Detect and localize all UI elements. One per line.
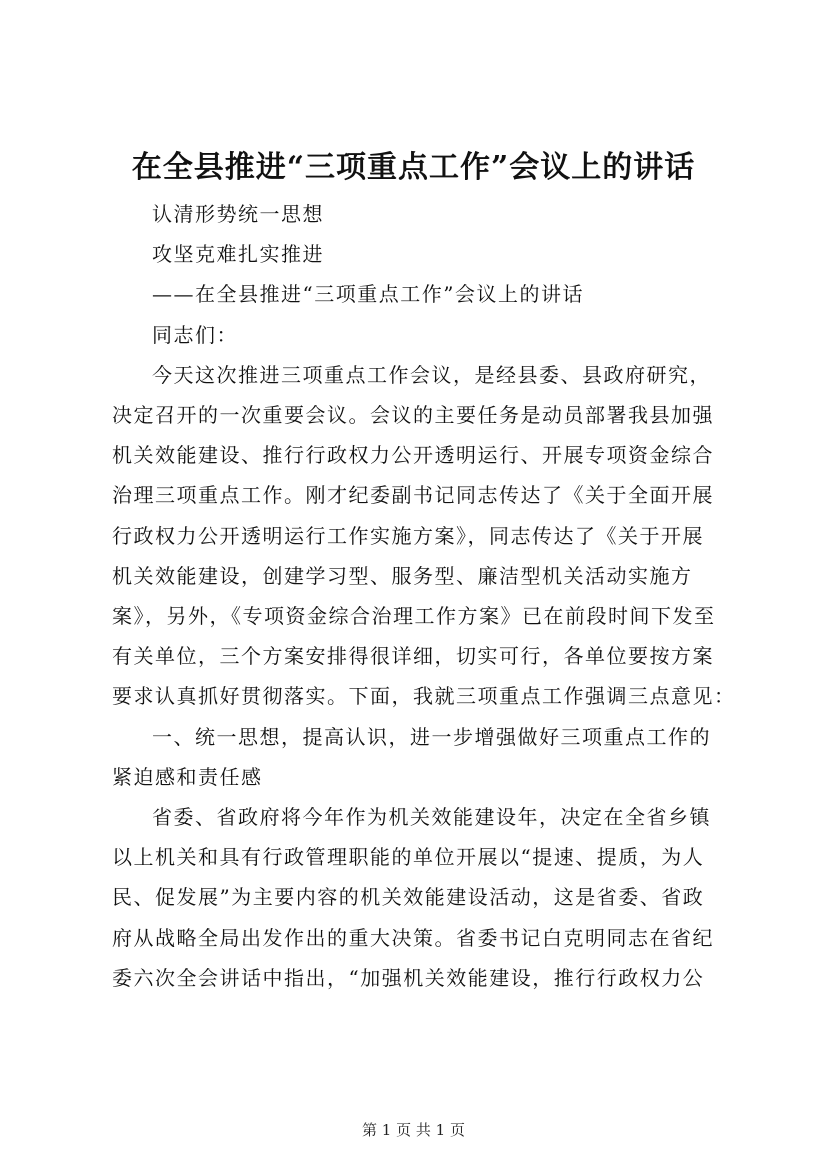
body-line: 同志们： — [152, 322, 238, 347]
page-footer: 第 1 页 共 1 页 — [362, 1121, 465, 1139]
body-line: 以上机关和具有行政管理职能的单位开展以“提速、提质，为人 — [112, 845, 705, 870]
body-line: 今天这次推进三项重点工作会议，是经县委、县政府研究， — [152, 362, 711, 387]
body-line: 一、统一思想，提高认识，进一步增强做好三项重点工作的 — [152, 724, 711, 749]
body-line: 有关单位，三个方案安排得很详细，切实可行，各单位要按方案 — [112, 644, 714, 669]
body-line: 案》，另外，《专项资金综合治理工作方案》已在前段时间下发至 — [112, 604, 716, 629]
body-line: 委六次全会讲话中指出，“加强机关效能建设，推行行政权力公 — [112, 965, 705, 990]
body-line: 行政权力公开透明运行工作实施方案》，同志传达了《关于开展 — [112, 523, 704, 548]
body-line: 治理三项重点工作。刚才纪委副书记同志传达了《关于全面开展 — [112, 483, 714, 508]
document-body — [112, 194, 736, 998]
body-line: ——在全县推进“三项重点工作”会议上的讲话 — [152, 282, 584, 307]
body-line: 决定召开的一次重要会议。会议的主要任务是动员部署我县加强 — [112, 403, 714, 428]
body-line: 民、促发展”为主要内容的机关效能建设活动，这是省委、省政 — [112, 885, 705, 910]
body-line: 攻坚克难扎实推进 — [152, 242, 324, 267]
body-line: 认清形势统一思想 — [152, 202, 324, 226]
body-line: 机关效能建设、推行行政权力公开透明运行、开展专项资金综合 — [112, 443, 714, 468]
body-line: 紧迫感和责任感 — [112, 764, 263, 789]
body-line: 机关效能建设，创建学习型、服务型、廉洁型机关活动实施方 — [112, 563, 693, 588]
document-title: 在全县推进“三项重点工作”会议上的讲话 — [131, 150, 696, 185]
body-line: 省委、省政府将今年作为机关效能建设年，决定在全省乡镇 — [152, 805, 711, 830]
body-line: 府从战略全局出发作出的重大决策。省委书记白克明同志在省纪 — [112, 925, 714, 950]
body-line: 要求认真抓好贯彻落实。下面，我就三项重点工作强调三点意见： — [112, 684, 736, 709]
